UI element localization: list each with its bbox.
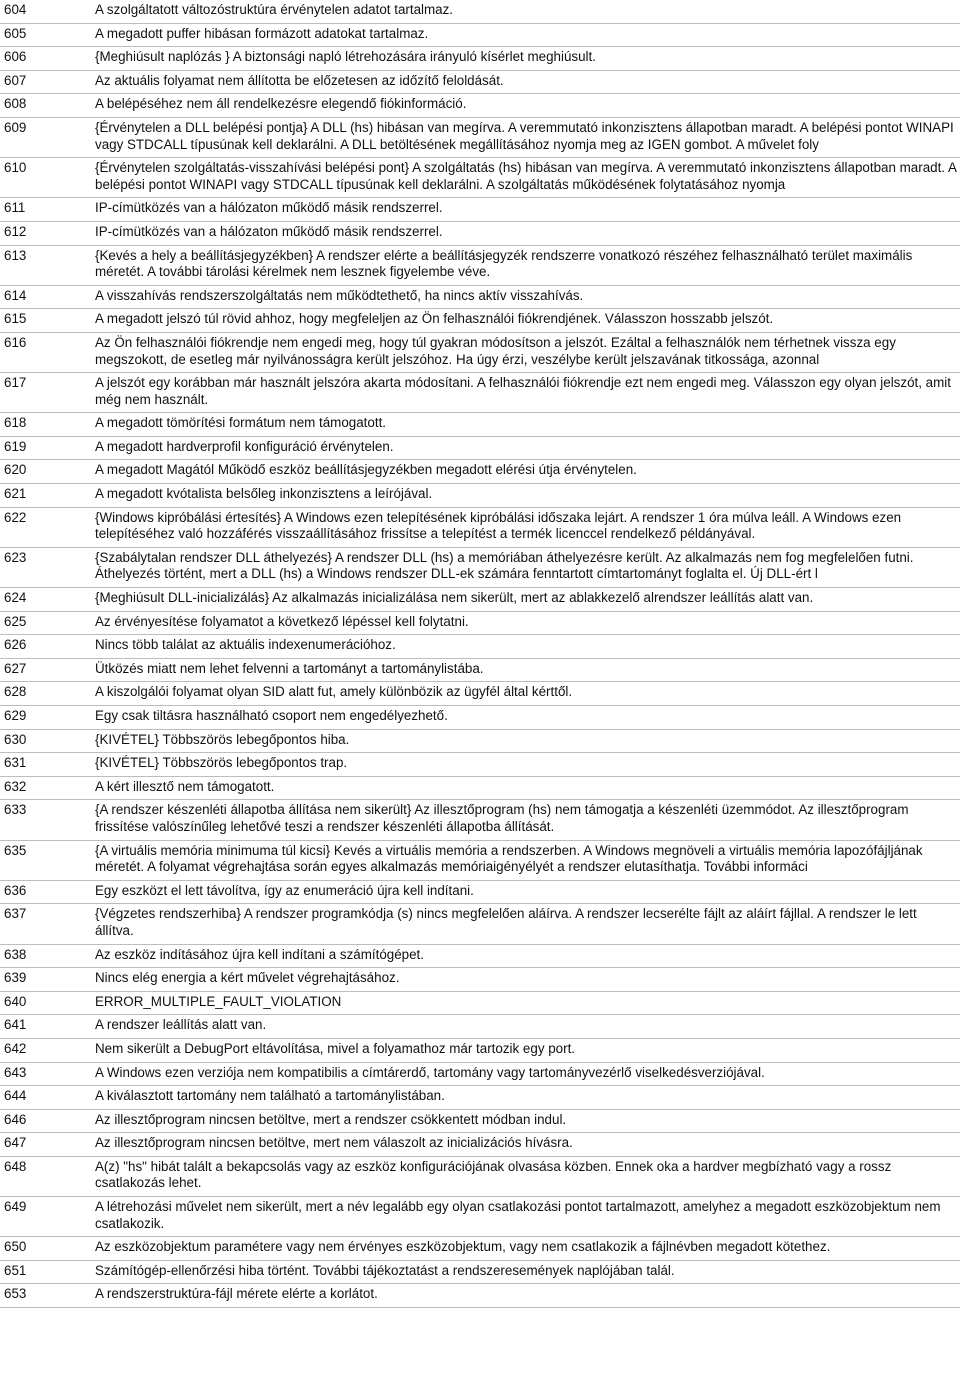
table-row bbox=[0, 547, 960, 587]
error-code: 615 bbox=[0, 309, 93, 333]
table-row bbox=[0, 1015, 960, 1039]
error-message: Számítógép-ellenőrzési hiba történt. További tájékoztatást a rendszeresemények naplójában talál. bbox=[93, 1260, 960, 1284]
error-code: 621 bbox=[0, 484, 93, 508]
table-row bbox=[0, 70, 960, 94]
error-message: Az érvényesítése folyamatot a következő lépéssel kell folytatni. bbox=[93, 611, 960, 635]
error-code: 629 bbox=[0, 706, 93, 730]
error-code: 606 bbox=[0, 47, 93, 71]
error-code: 616 bbox=[0, 332, 93, 372]
table-row bbox=[0, 706, 960, 730]
table-row bbox=[0, 507, 960, 547]
error-message: Nem sikerült a DebugPort eltávolítása, mivel a folyamathoz már tartozik egy port. bbox=[93, 1038, 960, 1062]
error-code: 607 bbox=[0, 70, 93, 94]
error-message: A kiválasztott tartomány nem található a tartománylistában. bbox=[93, 1086, 960, 1110]
table-row bbox=[0, 1284, 960, 1308]
error-message: {Érvénytelen a DLL belépési pontja} A DLL (hs) hibásan van megírva. A veremmutató inkonzisztens állapotban maradt. A belépési pontot WINAPI vagy STDCALL típusúnak kell deklarálni. A DLL betöltésének megállításához nyomja meg az IGEN gombot. A művelet foly bbox=[93, 117, 960, 157]
table-row bbox=[0, 1062, 960, 1086]
error-code: 651 bbox=[0, 1260, 93, 1284]
error-message: {Meghiúsult naplózás } A biztonsági napló létrehozására irányuló kísérlet meghiúsult. bbox=[93, 47, 960, 71]
error-code: 614 bbox=[0, 285, 93, 309]
error-code: 650 bbox=[0, 1237, 93, 1261]
error-message: Egy eszközt el lett távolítva, így az enumeráció újra kell indítani. bbox=[93, 880, 960, 904]
error-message: A jelszót egy korábban már használt jelszóra akarta módosítani. A felhasználói fiókrendje ezt nem engedi meg. Válasszon egy olyan jelszót, amit még nem használt. bbox=[93, 373, 960, 413]
table-row bbox=[0, 991, 960, 1015]
table-row bbox=[0, 968, 960, 992]
error-message: A megadott tömörítési formátum nem támogatott. bbox=[93, 413, 960, 437]
error-message: {Windows kipróbálási értesítés} A Windows ezen telepítésének kipróbálási időszaka lejárt. A rendszer 1 óra múlva leáll. A Windows ezen telepítéséhez való hozzáférés visszaállításához frissítse a telepítést a termék licenccel rendelkező példányával. bbox=[93, 507, 960, 547]
error-code: 631 bbox=[0, 753, 93, 777]
error-code: 613 bbox=[0, 245, 93, 285]
table-row bbox=[0, 413, 960, 437]
error-code: 609 bbox=[0, 117, 93, 157]
table-row bbox=[0, 682, 960, 706]
error-code: 627 bbox=[0, 658, 93, 682]
error-code: 647 bbox=[0, 1133, 93, 1157]
error-message: {Végzetes rendszerhiba} A rendszer programkódja (s) nincs megfelelően aláírva. A rendszer lecserélte fájlt az aláírt fájllal. A rendszer le lett állítva. bbox=[93, 904, 960, 944]
error-code: 620 bbox=[0, 460, 93, 484]
error-code: 648 bbox=[0, 1156, 93, 1196]
table-row bbox=[0, 117, 960, 157]
table-row bbox=[0, 944, 960, 968]
error-code: 638 bbox=[0, 944, 93, 968]
error-message: A megadott puffer hibásan formázott adatokat tartalmaz. bbox=[93, 23, 960, 47]
error-code: 623 bbox=[0, 547, 93, 587]
error-message: A megadott Magától Működő eszköz beállításjegyzékben megadott elérési útja érvénytelen. bbox=[93, 460, 960, 484]
error-code: 635 bbox=[0, 840, 93, 880]
error-code: 622 bbox=[0, 507, 93, 547]
error-message: {A virtuális memória minimuma túl kicsi} Kevés a virtuális memória a rendszerben. A Windows megnöveli a virtuális memória lapozófájljának méretét. A folyamat végrehajtása során egyes alkalmazás memóriaigényélyét a rendszer elutasíthatja. További informáci bbox=[93, 840, 960, 880]
error-message: Az illesztőprogram nincsen betöltve, mert nem válaszolt az inicializációs hívásra. bbox=[93, 1133, 960, 1157]
table-row bbox=[0, 1197, 960, 1237]
table-row bbox=[0, 94, 960, 118]
table-row bbox=[0, 729, 960, 753]
table-row bbox=[0, 840, 960, 880]
error-message: {Kevés a hely a beállításjegyzékben} A rendszer elérte a beállításjegyzék rendszerre vonatkozó részéhez felhasználható terület maximális méretét. A további tárolási kérelmek nem lesznek figyelembe véve. bbox=[93, 245, 960, 285]
table-row bbox=[0, 484, 960, 508]
error-message: Nincs több találat az aktuális indexenumerációhoz. bbox=[93, 635, 960, 659]
error-code: 633 bbox=[0, 800, 93, 840]
error-code: 639 bbox=[0, 968, 93, 992]
error-message: A Windows ezen verziója nem kompatibilis a címtárerdő, tartomány vagy tartományvezérlő viselkedésverziójával. bbox=[93, 1062, 960, 1086]
error-code: 610 bbox=[0, 158, 93, 198]
error-code: 644 bbox=[0, 1086, 93, 1110]
table-row bbox=[0, 588, 960, 612]
error-message: A(z) "hs" hibát talált a bekapcsolás vagy az eszköz konfigurációjának olvasása közben. Ennek oka a hardver megbízható vagy a rossz csatlakozás lehet. bbox=[93, 1156, 960, 1196]
error-code: 636 bbox=[0, 880, 93, 904]
table-row bbox=[0, 1156, 960, 1196]
error-code: 608 bbox=[0, 94, 93, 118]
table-row bbox=[0, 309, 960, 333]
table-row bbox=[0, 635, 960, 659]
error-code: 646 bbox=[0, 1109, 93, 1133]
error-message: A rendszerstruktúra-fájl mérete elérte a korlátot. bbox=[93, 1284, 960, 1308]
error-code: 642 bbox=[0, 1038, 93, 1062]
error-message: A megadott jelszó túl rövid ahhoz, hogy megfeleljen az Ön felhasználói fiókrendjének. Válasszon hosszabb jelszót. bbox=[93, 309, 960, 333]
error-code: 640 bbox=[0, 991, 93, 1015]
error-message: Ütközés miatt nem lehet felvenni a tartományt a tartománylistába. bbox=[93, 658, 960, 682]
table-row bbox=[0, 658, 960, 682]
error-message: A kért illesztő nem támogatott. bbox=[93, 776, 960, 800]
table-row bbox=[0, 47, 960, 71]
error-message: Az aktuális folyamat nem állította be előzetesen az időzítő feloldását. bbox=[93, 70, 960, 94]
error-message: Az eszközobjektum paramétere vagy nem érvényes eszközobjektum, vagy nem csatlakozik a fájlnévben megadott kötethez. bbox=[93, 1237, 960, 1261]
error-code: 624 bbox=[0, 588, 93, 612]
error-code: 611 bbox=[0, 198, 93, 222]
error-message: A létrehozási művelet nem sikerült, mert a név legalább egy olyan csatlakozási pontot tartalmazott, amelyhez a megadott eszközobjektum nem csatlakozik. bbox=[93, 1197, 960, 1237]
error-code: 641 bbox=[0, 1015, 93, 1039]
error-message: {Érvénytelen szolgáltatás-visszahívási belépési pont} A szolgáltatás (hs) hibásan van megírva. A veremmutató inkonzisztens állapotban maradt. A belépési pontot WINAPI vagy STDCALL típusúnak kell deklarálni. A szolgáltatás működésének folytatásához nyomja bbox=[93, 158, 960, 198]
table-row bbox=[0, 158, 960, 198]
table-row bbox=[0, 880, 960, 904]
error-message: IP-címütközés van a hálózaton működő másik rendszerrel. bbox=[93, 198, 960, 222]
error-code: 625 bbox=[0, 611, 93, 635]
table-row bbox=[0, 23, 960, 47]
table-row bbox=[0, 198, 960, 222]
table-row bbox=[0, 904, 960, 944]
error-message: A kiszolgálói folyamat olyan SID alatt fut, amely különbözik az ügyfél által kérttől. bbox=[93, 682, 960, 706]
table-row bbox=[0, 776, 960, 800]
table-row bbox=[0, 285, 960, 309]
error-message: Az illesztőprogram nincsen betöltve, mert a rendszer csökkentett módban indul. bbox=[93, 1109, 960, 1133]
table-row bbox=[0, 221, 960, 245]
table-row bbox=[0, 332, 960, 372]
table-row bbox=[0, 1109, 960, 1133]
table-row bbox=[0, 611, 960, 635]
error-code: 619 bbox=[0, 436, 93, 460]
table-row bbox=[0, 1260, 960, 1284]
table-row bbox=[0, 1086, 960, 1110]
error-code: 630 bbox=[0, 729, 93, 753]
error-message: {Meghiúsult DLL-inicializálás} Az alkalmazás inicializálása nem sikerült, mert az ablakkezelő alrendszer leállítás alatt van. bbox=[93, 588, 960, 612]
error-code: 604 bbox=[0, 0, 93, 23]
error-code: 628 bbox=[0, 682, 93, 706]
error-message: {KIVÉTEL} Többszörös lebegőpontos hiba. bbox=[93, 729, 960, 753]
table-row bbox=[0, 800, 960, 840]
table-row bbox=[0, 1133, 960, 1157]
error-message: A megadott hardverprofil konfiguráció érvénytelen. bbox=[93, 436, 960, 460]
error-message: A szolgáltatott változóstruktúra érvénytelen adatot tartalmaz. bbox=[93, 0, 960, 23]
error-message: {A rendszer készenléti állapotba állítása nem sikerült} Az illesztőprogram (hs) nem támogatja a készenléti üzemmódot. Az illesztőprogram frissítése valószínűleg lehetővé teszi a rendszer készenléti állapotba állítását. bbox=[93, 800, 960, 840]
error-code: 605 bbox=[0, 23, 93, 47]
error-code: 653 bbox=[0, 1284, 93, 1308]
error-code: 649 bbox=[0, 1197, 93, 1237]
error-message: A megadott kvótalista belsőleg inkonzisztens a leírójával. bbox=[93, 484, 960, 508]
table-row bbox=[0, 460, 960, 484]
error-code: 632 bbox=[0, 776, 93, 800]
error-message: A belépéséhez nem áll rendelkezésre elegendő fiókinformáció. bbox=[93, 94, 960, 118]
error-message: Az eszköz indításához újra kell indítani a számítógépet. bbox=[93, 944, 960, 968]
error-message: Egy csak tiltásra használható csoport nem engedélyezhető. bbox=[93, 706, 960, 730]
error-message: A visszahívás rendszerszolgáltatás nem működtethető, ha nincs aktív visszahívás. bbox=[93, 285, 960, 309]
error-message: ERROR_MULTIPLE_FAULT_VIOLATION bbox=[93, 991, 960, 1015]
error-message: A rendszer leállítás alatt van. bbox=[93, 1015, 960, 1039]
table-row bbox=[0, 1237, 960, 1261]
error-code: 626 bbox=[0, 635, 93, 659]
error-message: Nincs elég energia a kért művelet végrehajtásához. bbox=[93, 968, 960, 992]
error-message: {Szabálytalan rendszer DLL áthelyezés} A rendszer DLL (hs) a memóriában áthelyezésre került. Az alkalmazás nem fog megfelelően futni. Áthelyezés történt, mert a DLL (hs) a Windows rendszer DLL-ek számára fenntartott címtartományt foglalta el. Új DLL-ért l bbox=[93, 547, 960, 587]
error-code: 618 bbox=[0, 413, 93, 437]
table-row bbox=[0, 0, 960, 23]
error-code: 643 bbox=[0, 1062, 93, 1086]
table-row bbox=[0, 373, 960, 413]
error-message: Az Ön felhasználói fiókrendje nem engedi meg, hogy túl gyakran módosítson a jelszót. Ezáltal a felhasználók nem térhetnek vissza egy megszokott, de esetleg már nyilvánosságra került jelszóhoz. Ha úgy érzi, veszélybe került jelszavának titkossága, azonnal bbox=[93, 332, 960, 372]
table-row bbox=[0, 245, 960, 285]
error-code: 637 bbox=[0, 904, 93, 944]
error-code: 612 bbox=[0, 221, 93, 245]
table-row bbox=[0, 1038, 960, 1062]
error-message: {KIVÉTEL} Többszörös lebegőpontos trap. bbox=[93, 753, 960, 777]
table-row bbox=[0, 753, 960, 777]
error-code: 617 bbox=[0, 373, 93, 413]
error-message: IP-címütközés van a hálózaton működő másik rendszerrel. bbox=[93, 221, 960, 245]
table-row bbox=[0, 436, 960, 460]
